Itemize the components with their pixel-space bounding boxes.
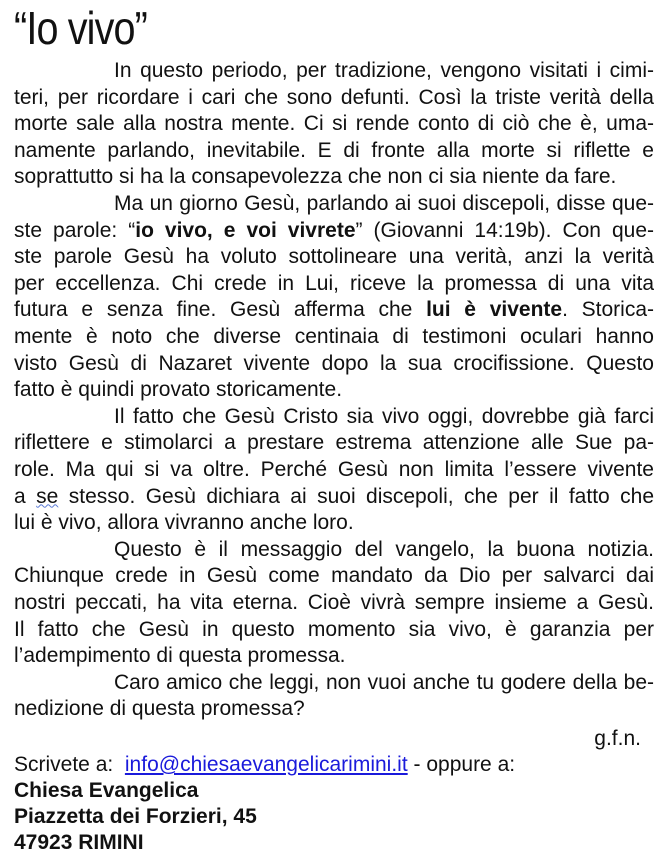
- contact-line: [14, 752, 654, 778]
- text-line: [14, 191, 654, 217]
- bold-text: lui è vivente: [426, 298, 563, 322]
- text-segment: ste parole: “: [14, 218, 136, 242]
- church-name: Chiesa Evangelica: [14, 779, 199, 802]
- text-segment: futura e senza fine. Gesù afferma che: [14, 298, 427, 322]
- text-line: [14, 457, 654, 483]
- text-line: [14, 85, 654, 111]
- spellcheck-word: se: [36, 484, 59, 508]
- text-segment: Ma un giorno Gesù, parlando ai suoi discepoli, disse que-: [114, 192, 654, 215]
- text-segment: fatto è quindi provato storicamente.: [14, 378, 343, 402]
- text-line: [14, 324, 654, 350]
- text-line: [14, 590, 654, 616]
- text-line: [14, 617, 654, 643]
- text-segment: stesso. Gesù dichiara ai suoi discepoli, che per il fatto che: [58, 484, 654, 508]
- text-line: [14, 670, 654, 696]
- email-link[interactable]: info@chiesaevangelicarimini.it: [124, 753, 408, 776]
- church-street: Piazzetta dei Forzieri, 45: [14, 805, 257, 828]
- text-segment: a: [14, 484, 37, 508]
- contact-prefix: Scrivete a:: [14, 753, 125, 776]
- text-line: [14, 138, 654, 164]
- text-line: [14, 696, 654, 722]
- text-segment: nedizione di questa promessa?: [14, 697, 305, 721]
- text-segment: . Storica-: [562, 298, 654, 322]
- text-line: [14, 430, 654, 456]
- text-segment: Caro amico che leggi, non vuoi anche tu godere della be-: [114, 670, 654, 694]
- text-line: [14, 510, 654, 536]
- contact-suffix: - oppure a:: [407, 753, 516, 776]
- text-line: [14, 111, 654, 137]
- text-segment: mente è noto che diverse centinaia di testimoni oculari hanno: [14, 325, 654, 348]
- text-line: [14, 643, 654, 669]
- text-segment: Il fatto che Gesù Cristo sia vivo oggi, dovrebbe già farci: [114, 404, 654, 428]
- text-segment: riflettere e stimolarci a prestare estrema attenzione alle Sue pa-: [14, 431, 654, 455]
- text-segment: Il fatto che Gesù in questo momento sia vivo, è garanzia per: [14, 617, 654, 641]
- text-segment: ” (Giovanni 14:19b). Con que-: [355, 218, 654, 242]
- text-segment: soprattutto si ha la consapevolezza che non ci sia niente da fare.: [14, 165, 617, 189]
- text-line: [14, 218, 654, 244]
- text-line: [14, 351, 654, 377]
- text-line: [14, 563, 654, 589]
- text-segment: ste parole Gesù ha voluto sottolineare una verità, anzi la verità: [14, 245, 654, 269]
- text-line: [14, 58, 654, 84]
- text-segment: nostri peccati, ha vita eterna. Cioè vivrà sempre insieme a Gesù.: [14, 591, 654, 614]
- bold-text: io vivo, e voi vivrete: [135, 218, 356, 242]
- text-segment: Questo è il messaggio del vangelo, la buona notizia.: [114, 537, 654, 561]
- text-segment: role. Ma qui si va oltre. Perché Gesù non limita l’essere vivente: [14, 458, 654, 481]
- text-line: [14, 484, 654, 510]
- text-segment: Chiunque crede in Gesù come mandato da Dio per salvarci dai: [14, 564, 654, 588]
- text-segment: l’adempimento di questa promessa.: [14, 644, 346, 668]
- text-line: [14, 377, 654, 403]
- text-segment: lui è vivo, allora vivranno anche loro.: [14, 511, 354, 535]
- text-segment: teri, per ricordare i cari che sono defunti. Così la triste verità della: [14, 85, 654, 109]
- text-line: [14, 271, 654, 297]
- text-segment: morte sale alla nostra mente. Ci si rende conto di ciò che è, uma-: [14, 112, 654, 136]
- text-line: [14, 537, 654, 563]
- text-segment: per eccellenza. Chi crede in Lui, riceve la promessa di una vita: [14, 271, 654, 295]
- text-line: [14, 244, 654, 270]
- text-segment: visto Gesù di Nazaret vivente dopo la sua crocifissione. Questo: [14, 351, 654, 375]
- text-line: [14, 164, 654, 190]
- text-line: [14, 297, 654, 323]
- text-line: [14, 404, 654, 430]
- text-segment: namente parlando, inevitabile. E di fronte alla morte si riflette e: [14, 138, 654, 162]
- church-city: 47923 RIMINI: [14, 831, 144, 854]
- page-title: “Io vivo”: [14, 2, 147, 54]
- signature: g.f.n.: [594, 727, 641, 750]
- text-segment: In questo periodo, per tradizione, vengono visitati i cimi-: [114, 59, 654, 82]
